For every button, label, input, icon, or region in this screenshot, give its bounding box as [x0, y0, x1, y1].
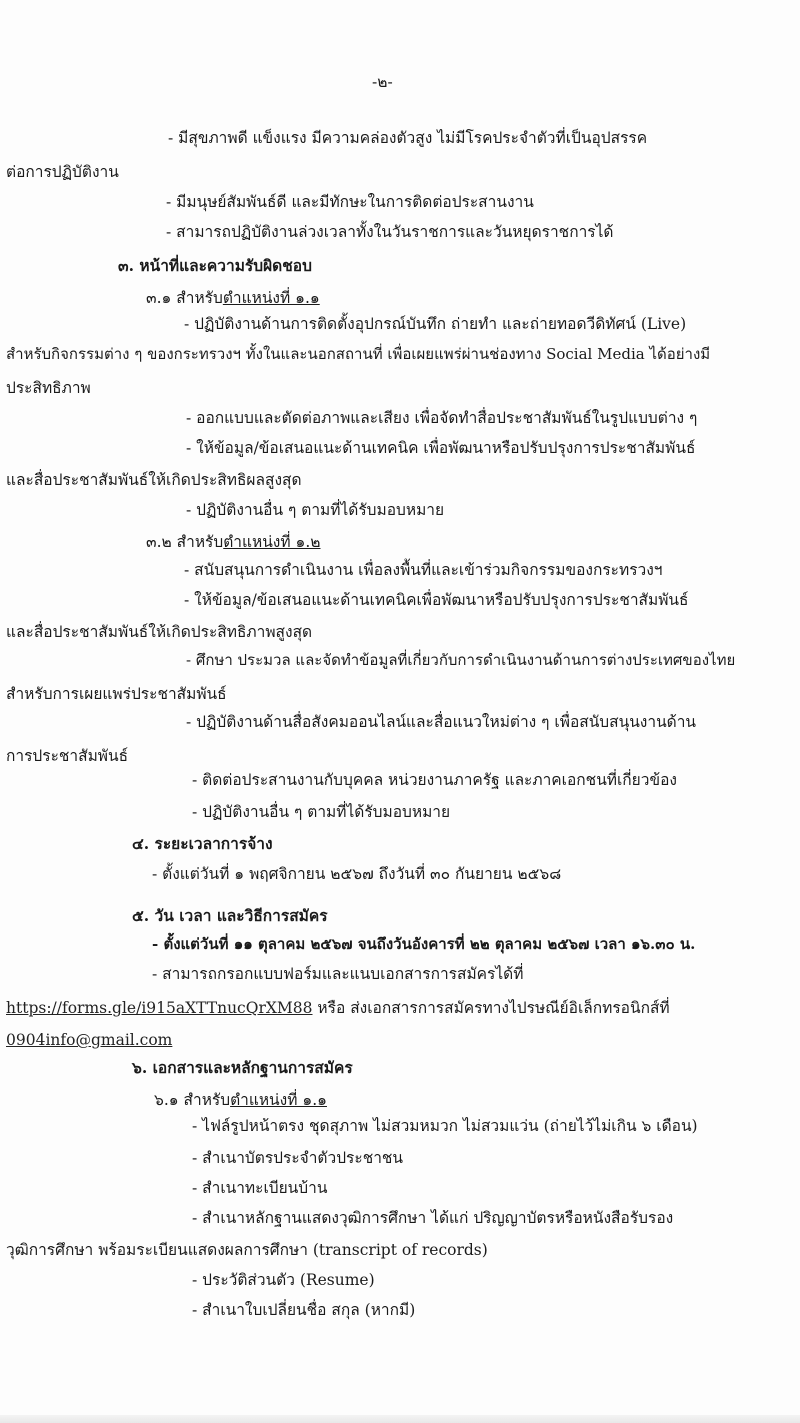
duty-line: - ออกแบบและตัดต่อภาพและเสียง เพื่อจัดทำสื่อประชาสัมพันธ์ในรูปแบบต่าง ๆ: [186, 409, 698, 427]
apply-method-line: - สามารถกรอกแบบฟอร์มและแนบเอกสารการสมัครได้ที่: [152, 965, 524, 983]
qualification-line: - มีสุขภาพดี แข็งแรง มีความคล่องตัวสูง ไม่มีโรคประจำตัวที่เป็นอุปสรรค: [168, 129, 648, 147]
duty-line: และสื่อประชาสัมพันธ์ให้เกิดประสิทธิภาพสูงสุด: [6, 623, 313, 641]
subsection-label: ๓.๑ สำหรับ: [146, 289, 223, 307]
scan-edge: [0, 1415, 800, 1423]
duty-line: - สนับสนุนการดำเนินงาน เพื่อลงพื้นที่และเข้าร่วมกิจกรรมของกระทรวงฯ: [184, 561, 663, 579]
section-heading-term: ๔. ระยะเวลาการจ้าง: [132, 834, 273, 853]
qualification-line: ต่อการปฏิบัติงาน: [6, 163, 119, 181]
document-item: - ประวัติส่วนตัว (Resume): [192, 1271, 375, 1289]
duty-line: - ปฏิบัติงานอื่น ๆ ตามที่ได้รับมอบหมาย: [192, 803, 451, 821]
subsection-heading: [154, 1090, 327, 1110]
qualification-line: - มีมนุษย์สัมพันธ์ดี และมีทักษะในการติดต่อประสานงาน: [166, 193, 534, 211]
position-ref: ตำแหน่งที่ ๑.๑: [230, 1091, 327, 1109]
duty-line: - ติดต่อประสานงานกับบุคคล หน่วยงานภาครัฐ และภาคเอกชนที่เกี่ยวข้อง: [192, 771, 677, 789]
apply-link-line: [6, 998, 670, 1018]
subsection-label: ๓.๒ สำหรับ: [146, 533, 224, 551]
duty-line: - ให้ข้อมูล/ข้อเสนอแนะด้านเทคนิค เพื่อพัฒนาหรือปรับปรุงการประชาสัมพันธ์: [186, 439, 696, 457]
duty-line: - ศึกษา ประมวล และจัดทำข้อมูลที่เกี่ยวกับการดำเนินงานด้านการต่างประเทศของไทย: [186, 651, 736, 669]
duty-line: - ให้ข้อมูล/ข้อเสนอแนะด้านเทคนิคเพื่อพัฒนาหรือปรับปรุงการประชาสัมพันธ์: [184, 591, 689, 609]
duty-line: และสื่อประชาสัมพันธ์ให้เกิดประสิทธิผลสูงสุด: [6, 471, 302, 489]
apply-period-line: - ตั้งแต่วันที่ ๑๑ ตุลาคม ๒๕๖๗ จนถึงวันอังคารที่ ๒๒ ตุลาคม ๒๕๖๗ เวลา ๑๖.๓๐ น.: [152, 935, 696, 953]
duty-line: สำหรับการเผยแพร่ประชาสัมพันธ์: [6, 685, 227, 703]
duty-line: - ปฏิบัติงานอื่น ๆ ตามที่ได้รับมอบหมาย: [186, 501, 445, 519]
qualification-line: - สามารถปฏิบัติงานล่วงเวลาทั้งในวันราชการและวันหยุดราชการได้: [166, 223, 614, 241]
section-heading-apply: ๕. วัน เวลา และวิธีการสมัคร: [132, 906, 328, 925]
document-item: - สำเนาทะเบียนบ้าน: [192, 1179, 328, 1197]
position-ref: ตำแหน่งที่ ๑.๒: [223, 533, 321, 551]
duty-line: สำหรับกิจกรรมต่าง ๆ ของกระทรวงฯ ทั้งในและนอกสถานที่ เพื่อเผยแพร่ผ่านช่องทาง Social Media ได้อย่างมี: [6, 345, 711, 363]
section-heading-documents: ๖. เอกสารและหลักฐานการสมัคร: [132, 1058, 353, 1077]
apply-link-text: หรือ ส่งเอกสารการสมัครทางไปรษณีย์อิเล็กทรอนิกส์ที่: [312, 999, 670, 1017]
term-line: - ตั้งแต่วันที่ ๑ พฤศจิกายน ๒๕๖๗ ถึงวันที่ ๓๐ กันยายน ๒๕๖๘: [152, 865, 562, 883]
apply-email-line: [6, 1030, 172, 1050]
page-number: -๒-: [372, 73, 393, 91]
application-form-link[interactable]: https://forms.gle/i915aXTTnucQrXM88: [6, 999, 313, 1017]
subsection-heading: [146, 532, 321, 552]
document-item: - ไฟล์รูปหน้าตรง ชุดสุภาพ ไม่สวมหมวก ไม่สวมแว่น (ถ่ายไว้ไม่เกิน ๖ เดือน): [192, 1117, 698, 1135]
document-item: - สำเนาบัตรประจำตัวประชาชน: [192, 1149, 404, 1167]
position-ref: ตำแหน่งที่ ๑.๑: [222, 289, 320, 307]
document-item: - สำเนาใบเปลี่ยนชื่อ สกุล (หากมี): [192, 1301, 416, 1319]
duty-line: ประสิทธิภาพ: [6, 379, 91, 397]
subsection-label: ๖.๑ สำหรับ: [154, 1091, 231, 1109]
duty-line: การประชาสัมพันธ์: [6, 747, 129, 765]
duty-line: - ปฏิบัติงานด้านสื่อสังคมออนไลน์และสื่อแนวใหม่ต่าง ๆ เพื่อสนับสนุนงานด้าน: [186, 713, 697, 731]
duty-line: - ปฏิบัติงานด้านการติดตั้งอุปกรณ์บันทึก ถ่ายทำ และถ่ายทอดวีดิทัศน์ (Live): [184, 315, 687, 333]
document-item: - สำเนาหลักฐานแสดงวุฒิการศึกษา ได้แก่ ปริญญาบัตรหรือหนังสือรับรอง: [192, 1209, 674, 1227]
application-email-link[interactable]: 0904info@gmail.com: [6, 1031, 173, 1049]
section-heading-duties: ๓. หน้าที่และความรับผิดชอบ: [118, 256, 312, 275]
document-item: วุฒิการศึกษา พร้อมระเบียนแสดงผลการศึกษา (transcript of records): [6, 1241, 488, 1259]
subsection-heading: [146, 288, 320, 308]
